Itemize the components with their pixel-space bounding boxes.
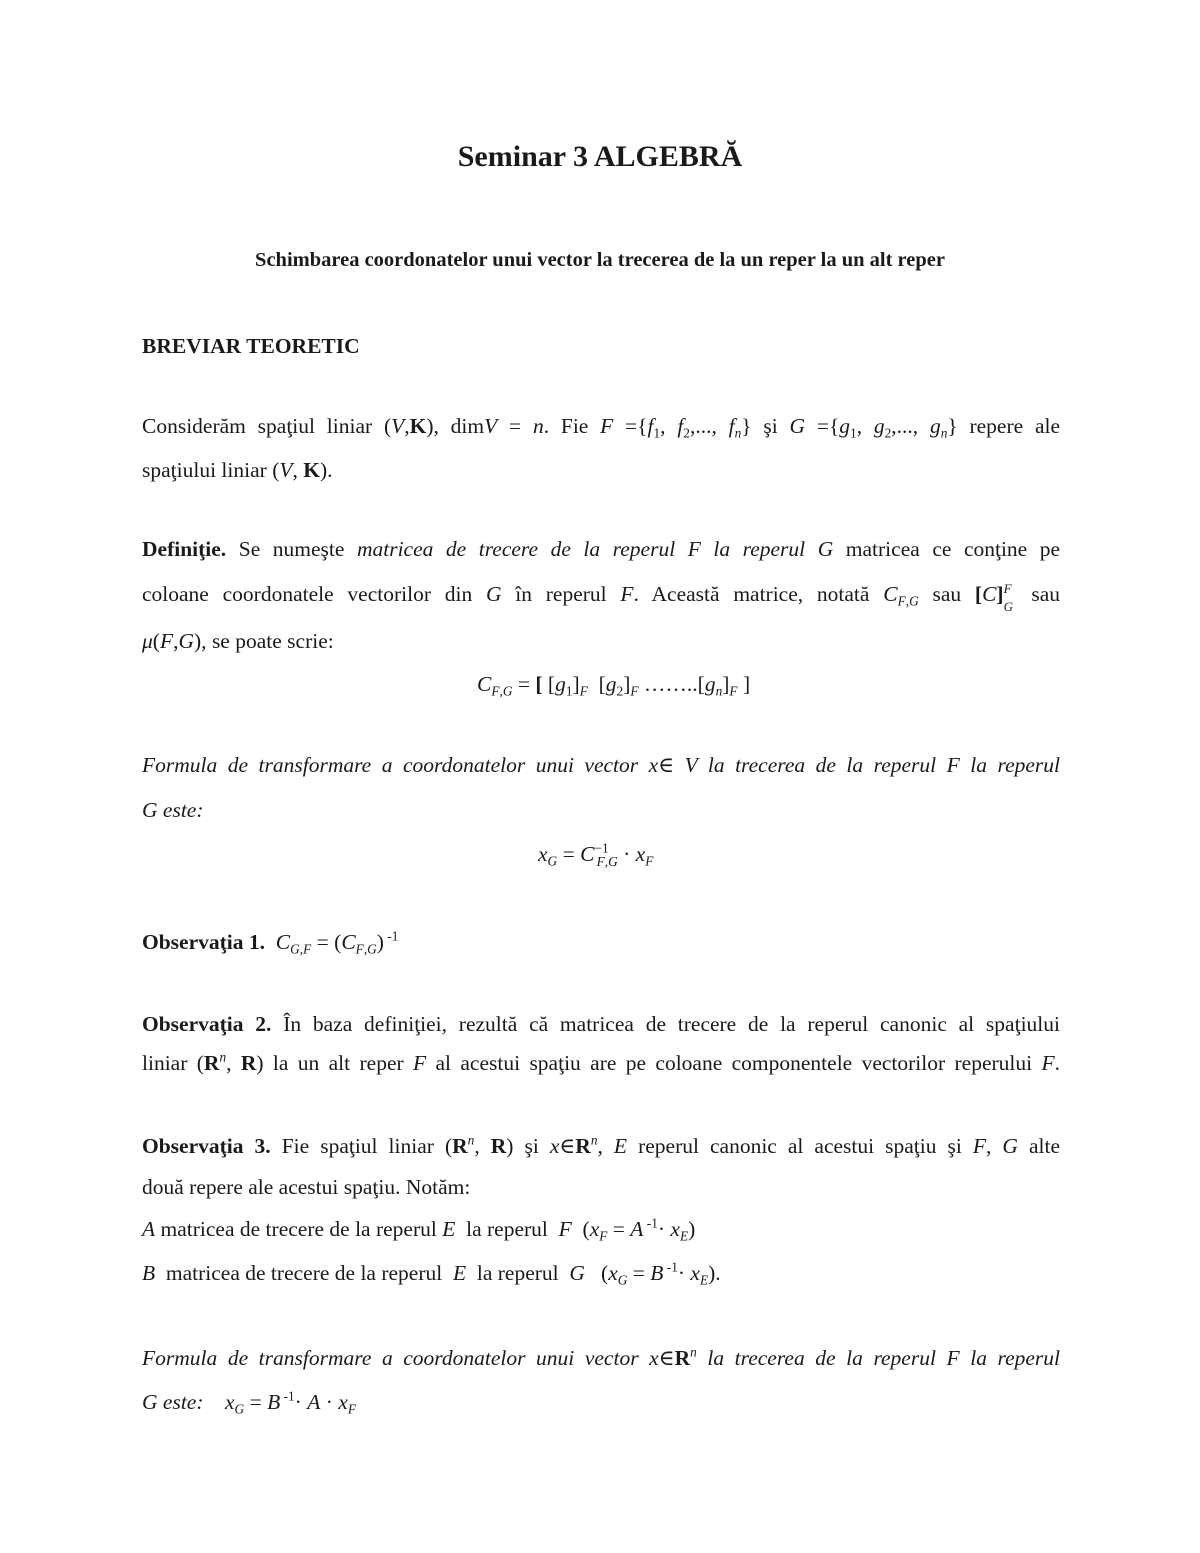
page-title: Seminar 3 ALGEBRĂ (457, 140, 743, 173)
intro-line-2: spaţiului liniar (V, K). (142, 458, 333, 482)
observation-3-line-b: B matricea de trecere de la reperul E la reperul G ($x_G = B$ $^{-1}\cdot x_E$). (142, 1259, 721, 1288)
definition-line-1: Definiţie. Se numeşte matricea de trecere de la reperul F la reperul G matricea ce conţine pe (142, 537, 1061, 561)
transition-matrix-formula: $C_{F,G}$ = [ $[g_1]_F$ $[g_2]_F$ $\dots\dots..[g_n]_F$ ] (477, 672, 751, 699)
intro-line-1: Considerăm spaţiul liniar (V,K), dimV = n. Fie $F =\{f_1$, $f_2$,..., $f_n$} şi $G =\{g_1$, $g_2$,..., $g_n$} repere ale (142, 414, 1061, 441)
definition-line-3: μ(F,G), se poate scrie: (142, 629, 334, 653)
observation-2-line-1: Observaţia 2. În baza definiţiei, rezultă că matricea de trecere de la reperul canonic al spaţiului (142, 1012, 1060, 1036)
formula1-line-2: G este: (142, 798, 204, 822)
formula2-line-2: G este: $x_G = B$ $^{-1}\cdot A \cdot x_F$ (142, 1388, 356, 1417)
observation-3-line-2: două repere ale acestui spaţiu. Notăm: (142, 1175, 471, 1199)
observation-2-line-2: liniar ($R^n$, R) la un alt reper F al acestui spaţiu are pe coloane componentele vectorilor reperului F. (142, 1049, 1060, 1075)
page-subtitle: Schimbarea coordonatelor unui vector la trecerea de la un reper la un alt reper (255, 249, 945, 271)
formula2-line-1: Formula de transformare a coordonatelor unui vector $x\in R^n$ la trecerea de la reperul F la reperul (142, 1344, 1061, 1370)
definition-line-2: coloane coordonatele vectorilor din G în reperul F. Această matrice, notată $C_{F,G}$ sau [C] F G sau (142, 581, 1061, 614)
section-heading: BREVIAR TEORETIC (142, 334, 360, 358)
observation-3-line-a: A matricea de trecere de la reperul E la reperul F ($x_F = A$ $^{-1}\cdot x_E$) (142, 1215, 696, 1244)
observation-1: Observaţia 1. $C_{G,F} = (C_{F,G})$ $^{-1}$ (142, 928, 399, 957)
coordinate-transform-formula: $x_G = C^{-1}_{F,G} \cdot x_F$ (538, 840, 654, 869)
observation-3-line-1: Observaţia 3. Fie spaţiul liniar ($R^n$, R) şi $x\in R^n$, E reperul canonic al acestui spaţiu şi F, G alte (142, 1132, 1061, 1158)
formula1-line-1: Formula de transformare a coordonatelor unui vector x∈ V la trecerea de la reperul F la reperul (142, 753, 1060, 777)
